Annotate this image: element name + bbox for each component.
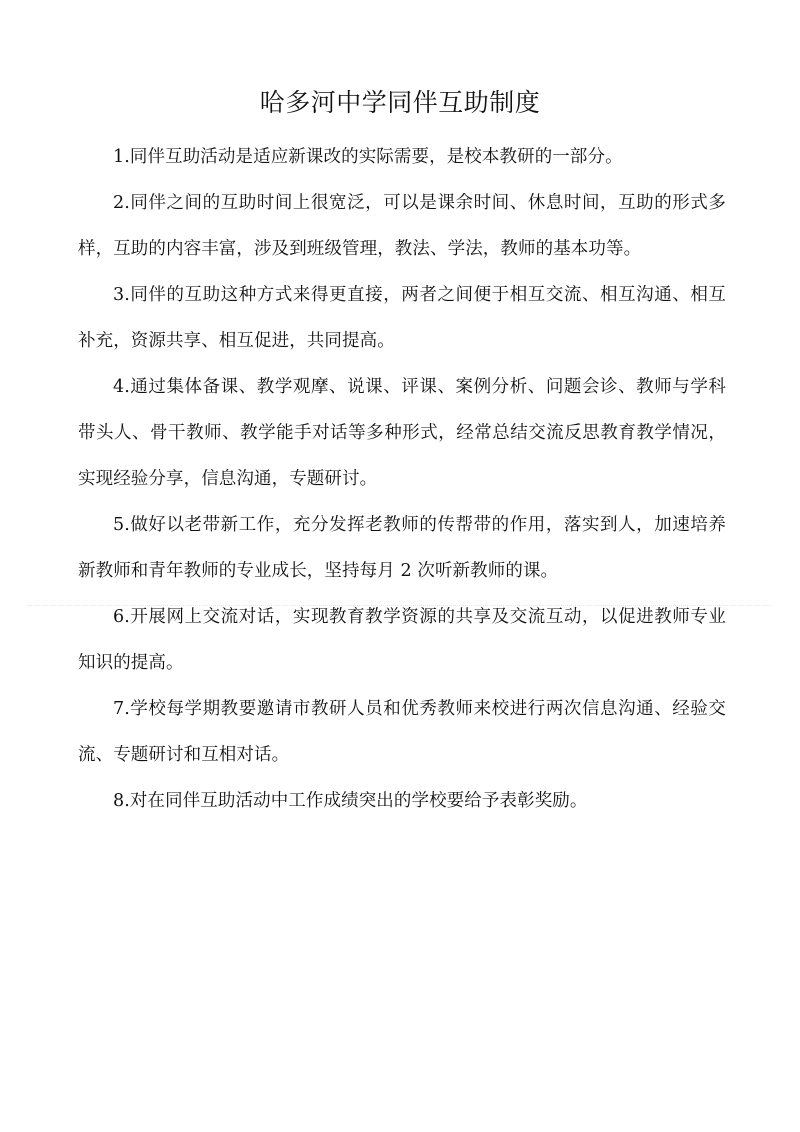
paragraph-3: 3.同伴的互助这种方式来得更直接，两者之间便于相互交流、相互沟通、相互补充，资源共享、相互促进，共同提高。 — [78, 285, 726, 351]
document-body — [78, 134, 726, 824]
paragraph-1: 1.同伴互助活动是适应新课改的实际需要，是校本教研的一部分。 — [113, 147, 623, 167]
paragraph-6: 6.开展网上交流对话，实现教育教学资源的共享及交流互动，以促进教师专业知识的提高。 — [78, 607, 726, 673]
paragraph-4: 4.通过集体备课、教学观摩、说课、评课、案例分析、问题会诊、教师与学科带头人、骨干教师、教学能手对话等多种形式，经常总结交流反思教育教学情况，实现经验分享，信息沟通，专题研讨。 — [78, 377, 726, 489]
paragraph-8: 8.对在同伴互助活动中工作成绩突出的学校要给予表彰奖励。 — [113, 791, 588, 811]
document-title: 哈多河中学同伴互助制度 — [259, 88, 541, 117]
paragraph-5: 5.做好以老带新工作，充分发挥老教师的传帮带的作用，落实到人，加速培养新教师和青年教师的专业成长，坚持每月 2 次听新教师的课。 — [78, 515, 726, 581]
paragraph-7: 7.学校每学期教要邀请市教研人员和优秀教师来校进行两次信息沟通、经验交流、专题研讨和互相对话。 — [78, 699, 726, 765]
paragraph-2: 2.同伴之间的互助时间上很宽泛，可以是课余时间、休息时间，互助的形式多样，互助的内容丰富，涉及到班级管理，教法、学法，教师的基本功等。 — [78, 193, 726, 259]
